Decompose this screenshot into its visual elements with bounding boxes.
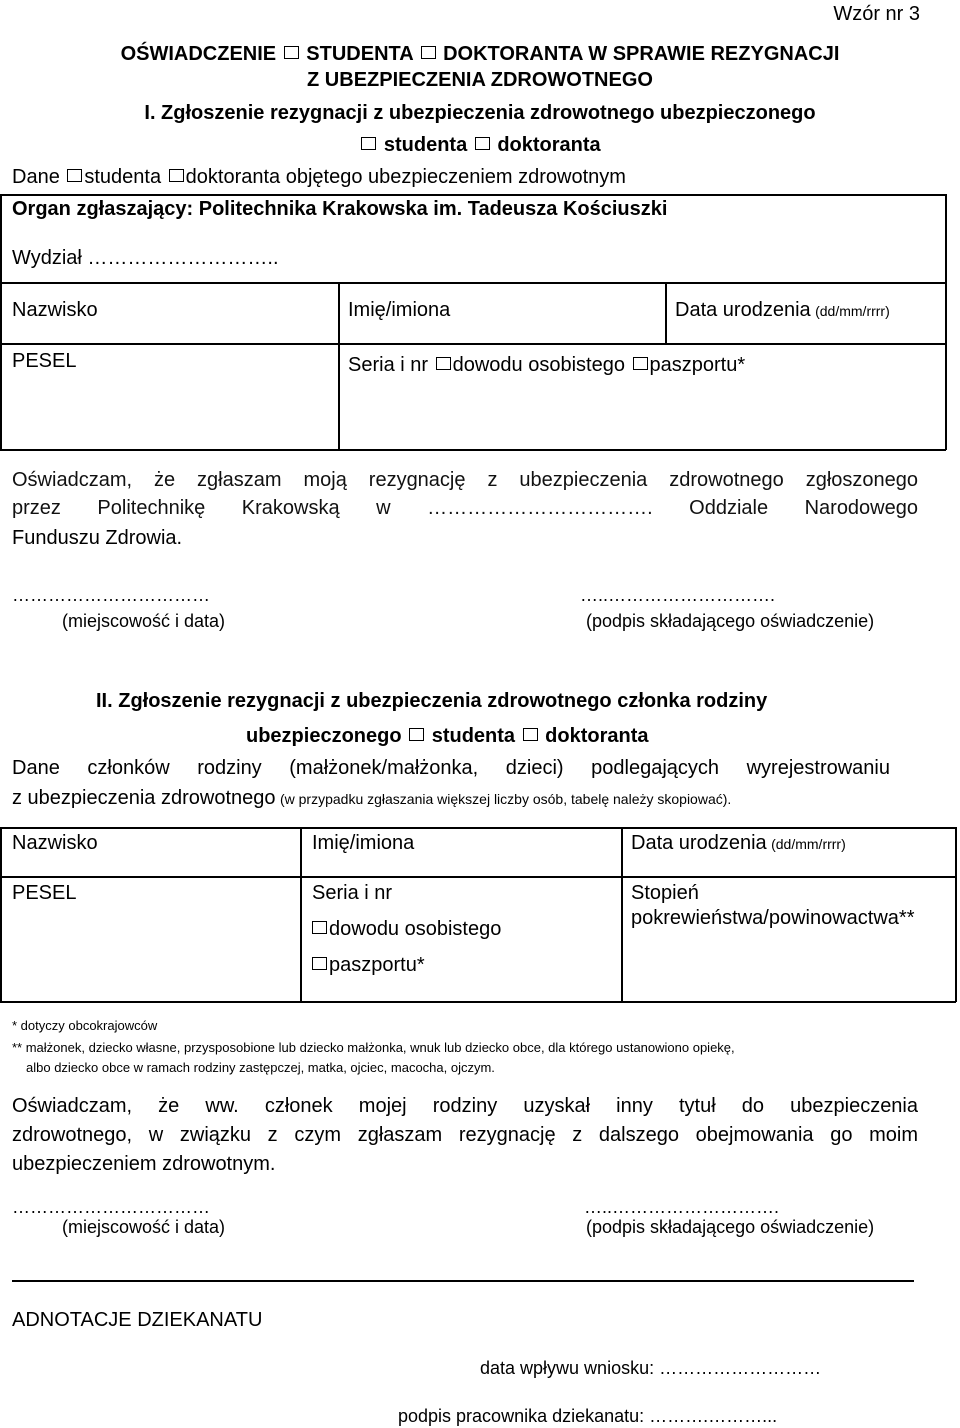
s1-pesel-label: PESEL (12, 350, 77, 372)
section2-options: ubezpieczonego studenta doktoranta (246, 725, 649, 747)
checkbox-student-data[interactable] (67, 169, 82, 182)
podpis-pracownika-field[interactable]: podpis pracownika dziekanatu: ……….………... (398, 1406, 778, 1426)
s2-paszport-option: paszportu* (310, 953, 425, 977)
section1-options: studenta doktoranta (0, 133, 960, 157)
checkbox-student-s1[interactable] (361, 137, 376, 150)
s1-declaration-line2: przez Politechnikę Krakowską w ……………………………. Oddziale Narodowego (12, 497, 918, 519)
checkbox-paszport-s2[interactable] (312, 957, 327, 970)
footnote-2-line1: ** małżonek, dziecko własne, przysposobione lub dziecko małżonka, wnuk lub dziecko obce, dla którego ustanowiono opiekę, (12, 1040, 735, 1055)
form-title: OŚWIADCZENIE STUDENTA DOKTORANTA W SPRAWIE REZYGNACJI (120, 43, 840, 65)
s1-nazwisko-label: Nazwisko (12, 299, 98, 321)
s2-pesel-label: PESEL (12, 882, 77, 904)
checkbox-doktorant-s2[interactable] (523, 728, 538, 741)
checkbox-student-title[interactable] (284, 46, 299, 59)
data-wplywu-field[interactable]: data wpływu wniosku: ……………………… (480, 1358, 822, 1378)
section1-data-line: Dane studenta doktoranta objętego ubezpieczeniem zdrowotnym (12, 166, 626, 188)
organ-label: Organ zgłaszający: Politechnika Krakowska im. Tadeusza Kościuszki (12, 198, 668, 220)
wydzial-field[interactable]: Wydział ……………………….. (12, 247, 279, 269)
s2-declaration-line2: zdrowotnego, w związku z czym zgłaszam rezygnację z dalszego obejmowania go moim (12, 1124, 918, 1146)
checkbox-dowod-s2[interactable] (312, 921, 327, 934)
s2-nazwisko-label: Nazwisko (12, 832, 98, 854)
s2-members-line1: Dane członków rodziny (małżonek/małżonka, dzieci) podlegających wyrejestrowaniu (12, 757, 890, 779)
s1-seria-label: Seria i nr dowodu osobistego paszportu* (348, 354, 746, 376)
annotations-heading: ADNOTACJE DZIEKANATU (12, 1309, 263, 1331)
checkbox-doktorant-data[interactable] (169, 169, 184, 182)
checkbox-doktorant-title[interactable] (421, 46, 436, 59)
footnote-1: * dotyczy obcokrajowców (12, 1018, 158, 1033)
s2-dots-left[interactable]: …………………………… (12, 1197, 210, 1217)
s2-declaration-line1: Oświadczam, że ww. członek mojej rodziny uzyskał inny tytuł do ubezpieczenia (12, 1095, 918, 1117)
checkbox-dowod-s1[interactable] (436, 357, 451, 370)
s2-stopien-label2: pokrewieństwa/powinowactwa** (631, 907, 915, 929)
s2-data-ur-label: Data urodzenia (dd/mm/rrrr) (631, 832, 846, 854)
s2-seria-label: Seria i nr (312, 882, 393, 904)
s2-declaration-line3: ubezpieczeniem zdrowotnym. (12, 1153, 276, 1175)
s2-stopien-label1: Stopień (631, 882, 699, 904)
s1-dots-left[interactable]: …………………………… (12, 585, 210, 605)
s1-imie-label: Imię/imiona (348, 299, 451, 321)
s2-signature-label: (podpis składającego oświadczenie) (586, 1217, 875, 1237)
form-title-line2: Z UBEZPIECZENIA ZDROWOTNEGO (307, 69, 653, 91)
s1-place-date-label: (miejscowość i data) (62, 611, 226, 631)
s1-signature-label: (podpis składającego oświadczenie) (586, 611, 875, 631)
form-number: Wzór nr 3 (833, 3, 920, 25)
section1-heading: I. Zgłoszenie rezygnacji z ubezpieczenia zdrowotnego ubezpieczonego (144, 102, 816, 124)
s1-declaration-line3: Funduszu Zdrowia. (12, 527, 183, 549)
checkbox-paszport-s1[interactable] (633, 357, 648, 370)
separator-line (12, 1280, 914, 1282)
footnote-2-line2: albo dziecko obce w ramach rodziny zastępczej, matka, ojciec, macocha, ojczym. (26, 1060, 495, 1075)
checkbox-student-s2[interactable] (409, 728, 424, 741)
s1-declaration-line1: Oświadczam, że zgłaszam moją rezygnację z ubezpieczenia zdrowotnego zgłoszonego (12, 469, 918, 491)
s1-data-ur-label: Data urodzenia (dd/mm/rrrr) (675, 299, 890, 321)
s1-dots-right[interactable]: …..………………………. (580, 585, 776, 605)
checkbox-doktorant-s1[interactable] (475, 137, 490, 150)
section2-heading: II. Zgłoszenie rezygnacji z ubezpieczenia zdrowotnego członka rodziny (96, 690, 768, 712)
s2-dowod-option: dowodu osobistego (310, 917, 501, 941)
s2-members-line2: z ubezpieczenia zdrowotnego (w przypadku zgłaszania większej liczby osób, tabelę należy skopiować). (12, 787, 732, 809)
s2-imie-label: Imię/imiona (312, 832, 415, 854)
s2-dots-right[interactable]: …..………………………. (584, 1197, 780, 1217)
s2-place-date-label: (miejscowość i data) (62, 1217, 226, 1237)
